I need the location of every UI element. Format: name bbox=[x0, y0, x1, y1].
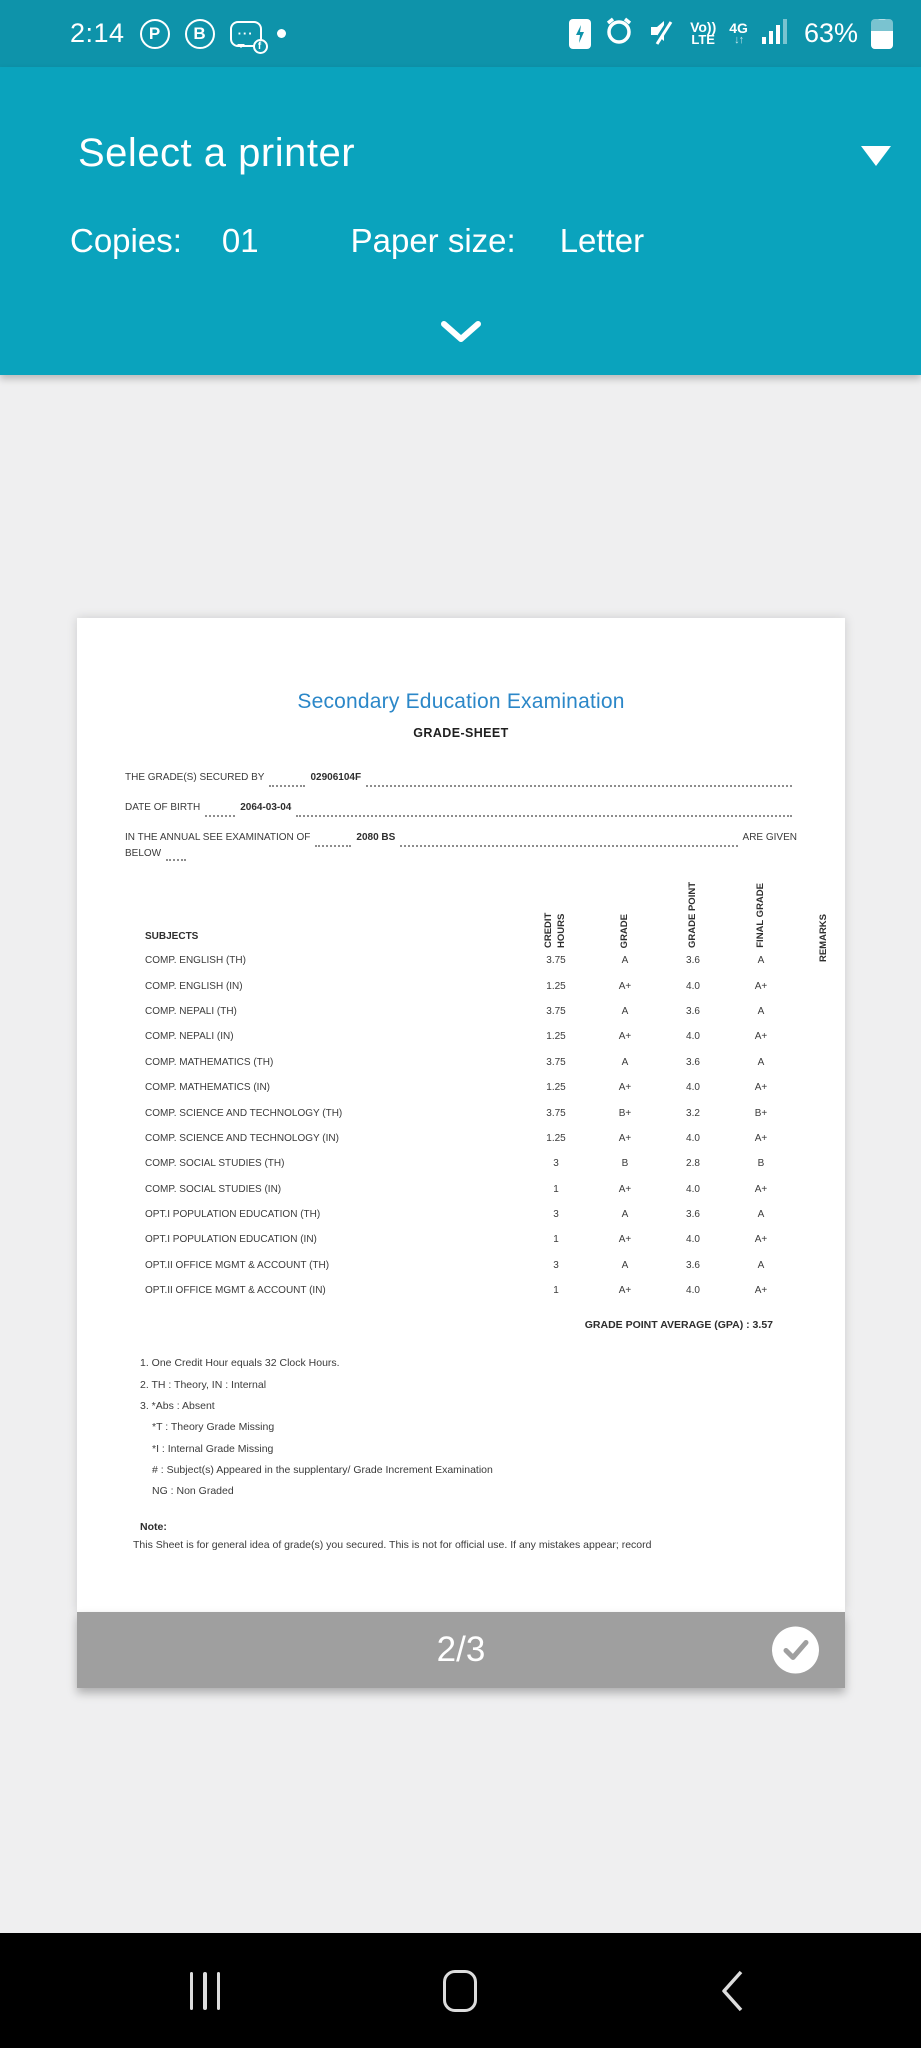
final-grade-cell: A bbox=[757, 1005, 765, 1017]
credit-hours-cell: 3.75 bbox=[546, 1056, 566, 1068]
final-grade-cell: A bbox=[757, 955, 765, 967]
paper-size-label: Paper size: bbox=[350, 222, 516, 259]
subject-cell: COMP. ENGLISH (IN) bbox=[145, 980, 243, 992]
table-row bbox=[145, 1177, 797, 1202]
table-row bbox=[145, 973, 797, 998]
grade-cell: A+ bbox=[618, 1234, 632, 1246]
grade-point-cell: 4.0 bbox=[686, 1183, 700, 1195]
credit-hours-cell: 3.75 bbox=[546, 1107, 566, 1119]
col-header-final-grade: FINAL GRADE bbox=[754, 883, 766, 948]
copies-value[interactable]: 01 bbox=[221, 222, 259, 259]
dot-leader bbox=[315, 845, 351, 847]
subnote-4: NG : Non Graded bbox=[152, 1485, 234, 1498]
table-row bbox=[145, 1100, 797, 1125]
final-grade-cell: A bbox=[757, 1209, 765, 1221]
credit-hours-cell: 1.25 bbox=[546, 980, 566, 992]
back-icon[interactable] bbox=[692, 1933, 772, 2048]
grade-point-cell: 3.6 bbox=[686, 1209, 700, 1221]
printer-selector[interactable] bbox=[78, 131, 921, 176]
dob-value: 2064-03-04 bbox=[240, 802, 292, 813]
final-grade-cell: B bbox=[757, 1158, 765, 1170]
col-header-grade-point: GRADE POINT bbox=[686, 882, 698, 948]
dot-leader bbox=[296, 815, 792, 817]
subject-cell: COMP. MATHEMATICS (TH) bbox=[145, 1056, 274, 1068]
grade-cell: A+ bbox=[618, 1082, 632, 1094]
grade-point-cell: 4.0 bbox=[686, 1285, 700, 1297]
grade-point-cell: 2.8 bbox=[686, 1158, 700, 1170]
col-header-grade: GRADE bbox=[618, 913, 630, 948]
battery-fill bbox=[871, 31, 893, 48]
table-row bbox=[145, 1202, 797, 1227]
copies-label: Copies: bbox=[70, 222, 182, 259]
final-grade-cell: A+ bbox=[754, 980, 768, 992]
final-grade-cell: A+ bbox=[754, 1031, 768, 1043]
subject-cell: COMP. NEPALI (TH) bbox=[145, 1005, 237, 1017]
home-icon[interactable] bbox=[420, 1933, 500, 2048]
chat-dots: ··· bbox=[237, 26, 254, 41]
b-app-icon: B bbox=[185, 19, 215, 49]
status-bar-right bbox=[569, 16, 893, 51]
subject-cell: COMP. SOCIAL STUDIES (IN) bbox=[145, 1183, 282, 1195]
subject-cell: OPT.II OFFICE MGMT & ACCOUNT (IN) bbox=[145, 1285, 326, 1297]
note-heading: Note: bbox=[140, 1520, 167, 1533]
credit-hours-cell: 1.25 bbox=[546, 1031, 566, 1043]
final-grade-cell: A+ bbox=[754, 1183, 768, 1195]
subject-cell: OPT.I POPULATION EDUCATION (IN) bbox=[145, 1234, 317, 1246]
credit-hours-cell: 3 bbox=[553, 1209, 559, 1221]
symbol-number-value: 02906104F bbox=[310, 772, 362, 783]
grade-cell: B bbox=[621, 1158, 629, 1170]
credit-hours-cell: 1 bbox=[553, 1234, 559, 1246]
battery-saver-icon bbox=[569, 19, 591, 49]
signal-icon bbox=[761, 17, 791, 50]
grade-point-cell: 3.6 bbox=[686, 1005, 700, 1017]
table-row bbox=[145, 948, 797, 973]
table-row bbox=[145, 1151, 797, 1176]
examination-year-line: IN THE ANNUAL SEE EXAMINATION OF 2080 BS ARE GIVEN bbox=[125, 820, 797, 850]
table-row bbox=[145, 1126, 797, 1151]
recents-icon[interactable] bbox=[165, 1933, 245, 2048]
legend-notes bbox=[140, 1357, 797, 1506]
final-grade-cell: B+ bbox=[754, 1107, 768, 1119]
clock-text: 2:14 bbox=[70, 18, 125, 48]
col-header-subjects: SUBJECTS bbox=[145, 931, 199, 942]
grade-point-cell: 4.0 bbox=[686, 980, 700, 992]
paper-size-value[interactable]: Letter bbox=[559, 222, 645, 259]
subnote-3: # : Subject(s) Appeared in the supplentary/ Grade Increment Examination bbox=[152, 1463, 493, 1476]
printer-selector-label: Select a printer bbox=[78, 131, 356, 175]
grade-cell: A+ bbox=[618, 1183, 632, 1195]
credit-hours-cell: 1 bbox=[553, 1285, 559, 1297]
credit-hours-cell: 3.75 bbox=[546, 955, 566, 967]
table-row bbox=[145, 999, 797, 1024]
credit-hours-cell: 1 bbox=[553, 1183, 559, 1195]
grades-table-body bbox=[145, 948, 797, 1303]
table-row bbox=[145, 1024, 797, 1049]
grade-cell: A bbox=[621, 955, 629, 967]
credit-hours-cell: 1.25 bbox=[546, 1082, 566, 1094]
grade-point-cell: 4.0 bbox=[686, 1234, 700, 1246]
status-bar bbox=[0, 0, 921, 67]
grades-secured-by-line: THE GRADE(S) SECURED BY 02906104F bbox=[125, 760, 797, 790]
are-given-text: ARE GIVEN bbox=[742, 832, 797, 843]
table-row bbox=[145, 1278, 797, 1303]
battery-percent-text: 63% bbox=[803, 18, 858, 48]
grade-point-cell: 4.0 bbox=[686, 1132, 700, 1144]
volte-icon: Vo)) LTE bbox=[690, 18, 717, 47]
exam-year-value: 2080 BS bbox=[356, 832, 396, 843]
subject-cell: COMP. SCIENCE AND TECHNOLOGY (IN) bbox=[145, 1132, 339, 1144]
subject-cell: COMP. SCIENCE AND TECHNOLOGY (TH) bbox=[145, 1107, 343, 1119]
credit-hours-cell: 1.25 bbox=[546, 1132, 566, 1144]
network-4g-icon: 4G ↓↑ bbox=[729, 19, 748, 46]
grade-point-cell: 3.6 bbox=[686, 1056, 700, 1068]
grade-cell: A+ bbox=[618, 1031, 632, 1043]
grade-cell: A+ bbox=[618, 980, 632, 992]
final-grade-cell: A+ bbox=[754, 1132, 768, 1144]
subject-cell: OPT.I POPULATION EDUCATION (TH) bbox=[145, 1209, 321, 1221]
grade-point-cell: 3.6 bbox=[686, 955, 700, 967]
notification-dot-icon bbox=[277, 29, 286, 38]
table-row bbox=[145, 1227, 797, 1252]
document-title: Secondary Education Examination bbox=[297, 690, 625, 713]
battery-icon bbox=[871, 19, 893, 49]
gpa-line: GRADE POINT AVERAGE (GPA) : 3.57 bbox=[584, 1319, 773, 1332]
dot-leader bbox=[269, 785, 305, 787]
grade-cell: A bbox=[621, 1209, 629, 1221]
print-options-panel bbox=[0, 67, 921, 375]
grade-cell: A bbox=[621, 1259, 629, 1271]
date-of-birth-line: DATE OF BIRTH 2064-03-04 bbox=[125, 790, 797, 820]
chat-facebook-badge: f bbox=[253, 39, 268, 54]
status-bar-left bbox=[70, 18, 286, 52]
document-page-preview[interactable] bbox=[77, 618, 845, 1612]
grade-point-cell: 4.0 bbox=[686, 1082, 700, 1094]
col-header-remarks: REMARKS bbox=[817, 913, 829, 962]
grade-cell: A bbox=[621, 1005, 629, 1017]
alarm-icon bbox=[604, 16, 634, 51]
grade-cell: A bbox=[621, 1056, 629, 1068]
grade-cell: A+ bbox=[618, 1285, 632, 1297]
printer-dropdown-icon[interactable] bbox=[861, 146, 891, 166]
note-2: 2. TH : Theory, IN : Internal bbox=[140, 1378, 267, 1391]
credit-hours-cell: 3 bbox=[553, 1158, 559, 1170]
note-3: 3. *Abs : Absent bbox=[140, 1400, 215, 1413]
note-1: 1. One Credit Hour equals 32 Clock Hours. bbox=[140, 1357, 340, 1370]
grade-point-cell: 3.6 bbox=[686, 1259, 700, 1271]
final-grade-cell: A bbox=[757, 1056, 765, 1068]
page-indicator-bar bbox=[77, 1612, 845, 1688]
grade-cell: B+ bbox=[618, 1107, 632, 1119]
table-row bbox=[145, 1253, 797, 1278]
subject-cell: COMP. ENGLISH (TH) bbox=[145, 955, 246, 967]
final-grade-cell: A bbox=[757, 1259, 765, 1271]
page-indicator-text: 2/3 bbox=[436, 1630, 486, 1669]
credit-hours-cell: 3.75 bbox=[546, 1005, 566, 1017]
grades-table bbox=[145, 880, 829, 1303]
subnote-2: *I : Internal Grade Missing bbox=[152, 1442, 274, 1455]
android-nav-bar bbox=[0, 1933, 921, 2048]
subject-cell: COMP. SOCIAL STUDIES (TH) bbox=[145, 1158, 285, 1170]
print-options-row bbox=[70, 222, 921, 260]
pinterest-icon: P bbox=[140, 19, 170, 49]
below-text-line: BELOW bbox=[125, 848, 797, 864]
credit-hours-cell: 3 bbox=[553, 1259, 559, 1271]
subnote-1: *T : Theory Grade Missing bbox=[152, 1421, 275, 1434]
document-header-fields bbox=[125, 760, 797, 864]
mute-icon bbox=[647, 16, 677, 51]
dot-leader bbox=[366, 785, 792, 787]
dot-leader bbox=[205, 815, 235, 817]
table-row bbox=[145, 1050, 797, 1075]
grade-cell: A+ bbox=[618, 1132, 632, 1144]
data-arrows-icon: ↓↑ bbox=[734, 33, 744, 46]
final-grade-cell: A+ bbox=[754, 1234, 768, 1246]
dot-leader bbox=[400, 845, 737, 847]
final-grade-cell: A+ bbox=[754, 1285, 768, 1297]
expand-options-chevron-icon[interactable] bbox=[438, 320, 484, 349]
dot-leader bbox=[166, 859, 186, 861]
table-row bbox=[145, 1075, 797, 1100]
final-grade-cell: A+ bbox=[754, 1082, 768, 1094]
subject-cell: COMP. MATHEMATICS (IN) bbox=[145, 1082, 270, 1094]
page-selected-check-icon[interactable] bbox=[772, 1627, 819, 1674]
messenger-chat-icon bbox=[230, 21, 263, 52]
subject-cell: COMP. NEPALI (IN) bbox=[145, 1031, 234, 1043]
note-paragraph: This Sheet is for general idea of grade(s) you secured. This is not for official use. If any mistakes appear; record bbox=[133, 1538, 652, 1551]
grade-point-cell: 4.0 bbox=[686, 1031, 700, 1043]
grade-point-cell: 3.2 bbox=[686, 1107, 700, 1119]
col-header-credit-hours: CREDIT HOURS bbox=[543, 912, 567, 948]
subject-cell: OPT.II OFFICE MGMT & ACCOUNT (TH) bbox=[145, 1259, 330, 1271]
document-subtitle: GRADE-SHEET bbox=[413, 726, 509, 740]
